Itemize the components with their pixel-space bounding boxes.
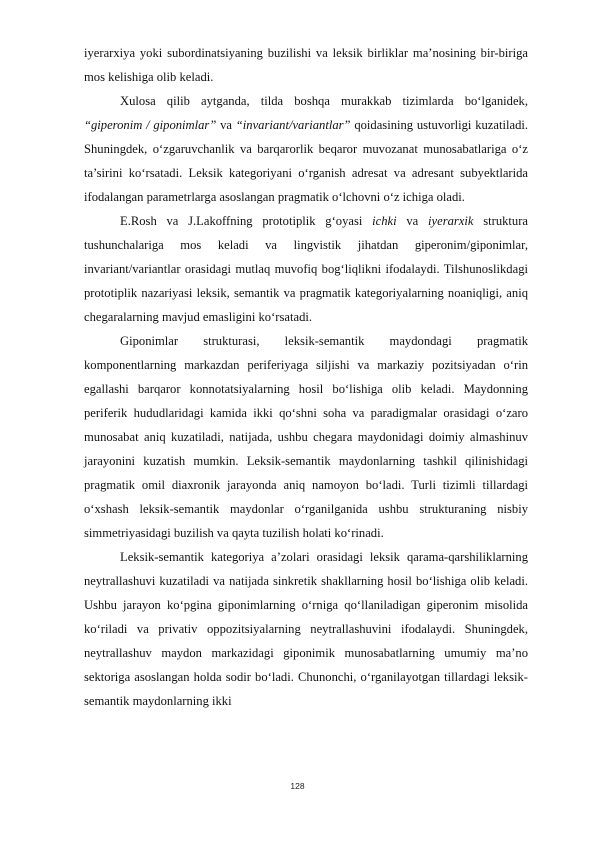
paragraph-text: Xulosa qilib aytganda, tilda boshqa murakkab tizimlarda bo‘lganidek,	[120, 94, 528, 108]
paragraph-text: iyerarxiya yoki subordinatsiyaning buzilishi va leksik birliklar ma’nosining bir-biriga mos kelishiga olib keladi.	[84, 46, 528, 84]
paragraph-text: Giponimlar strukturasi, leksik-semantik maydondagi pragmatik komponentlarning markazdan periferiyaga siljishi va markaziy pozitsiyadan o‘rin egallashi barqaror konnotatsiyalarning hosil bo‘lishiga olib keladi. Maydonning periferik hududlaridagi kamida ikki qo‘shni soha va paradigmalar orasidagi o‘zaro munosabat aniq kuzatiladi, natijada, ushbu chegara maydonidagi doimiy almashinuv jarayonini kuzatish mumkin. Leksik-semantik maydonlarning tashkil qilinishidagi pragmatik omil diaxronik jarayonda aniq namoyon bo‘ladi. Turli tizimli tillardagi o‘xshash leksik-semantik maydonlar o‘rganilganida ushbu strukturaning nisbiy simmetriyasidagi buzilish va qayta tuzilish holati ko‘rinadi.	[84, 334, 528, 540]
page-body	[84, 41, 528, 713]
paragraph-conclusion	[84, 89, 528, 209]
paragraph-text: Leksik-semantik kategoriya a’zolari orasidagi leksik qarama-qarshiliklarning neytrallashuvi kuzatiladi va natijada sinkretik shakllarning hosil bo‘lishiga olib keladi. Ushbu jarayon ko‘pgina giponimlarning o‘rniga qo‘llaniladigan giperonim misolida ko‘riladi va privativ oppozitsiyalarning neytrallashuvini ifodalaydi. Shuningdek, neytrallashuv maydon markazidagi giponimik munosabatlarning umumiy ma’no sektoriga asoslangan holda sodir bo‘ladi. Chunonchi, o‘rganilayotgan tillardagi leksik-semantik maydonlarning ikki	[84, 550, 528, 708]
paragraph-hyponyms	[84, 329, 528, 545]
italic-term: ichki	[372, 214, 397, 228]
italic-term: “giperonim / giponimlar”	[84, 118, 217, 132]
paragraph-text: va	[396, 214, 429, 228]
paragraph-text: E.Rosh va J.Lakoffning prototiplik g‘oyasi	[120, 214, 373, 228]
paragraph-prototype	[84, 209, 528, 329]
page-number: 128	[290, 781, 305, 791]
italic-term: iyerarxik	[428, 214, 474, 228]
paragraph-continuation	[84, 41, 528, 89]
italic-term: “invariant/variantlar”	[235, 118, 351, 132]
paragraph-text: va	[216, 118, 236, 132]
paragraph-lexical-category	[84, 545, 528, 713]
paragraph-text: struktura tushunchalariga mos keladi va lingvistik jihatdan giperonim/giponimlar, invariant/variantlar orasidagi mutlaq muvofiq bog‘liqlikni ifodalaydi. Tilshunoslikdagi prototiplik nazariyasi leksik, semantik va pragmatik kategoriyalarning noaniqligi, aniq chegaralarning mavjud emasligini ko‘rsatadi.	[84, 214, 529, 324]
paragraph-text: qoidasining ustuvorligi kuzatiladi. Shuningdek, o‘zgaruvchanlik va barqarorlik beqaror muvozanat munosabatlariga o‘z ta’sirini ko‘rsatadi. Leksik kategoriyani o‘rganish adresat va adresant subyektlarida ifodalangan parametrlarga asoslangan pragmatik o‘lchovni o‘z ichiga oladi.	[84, 118, 529, 204]
